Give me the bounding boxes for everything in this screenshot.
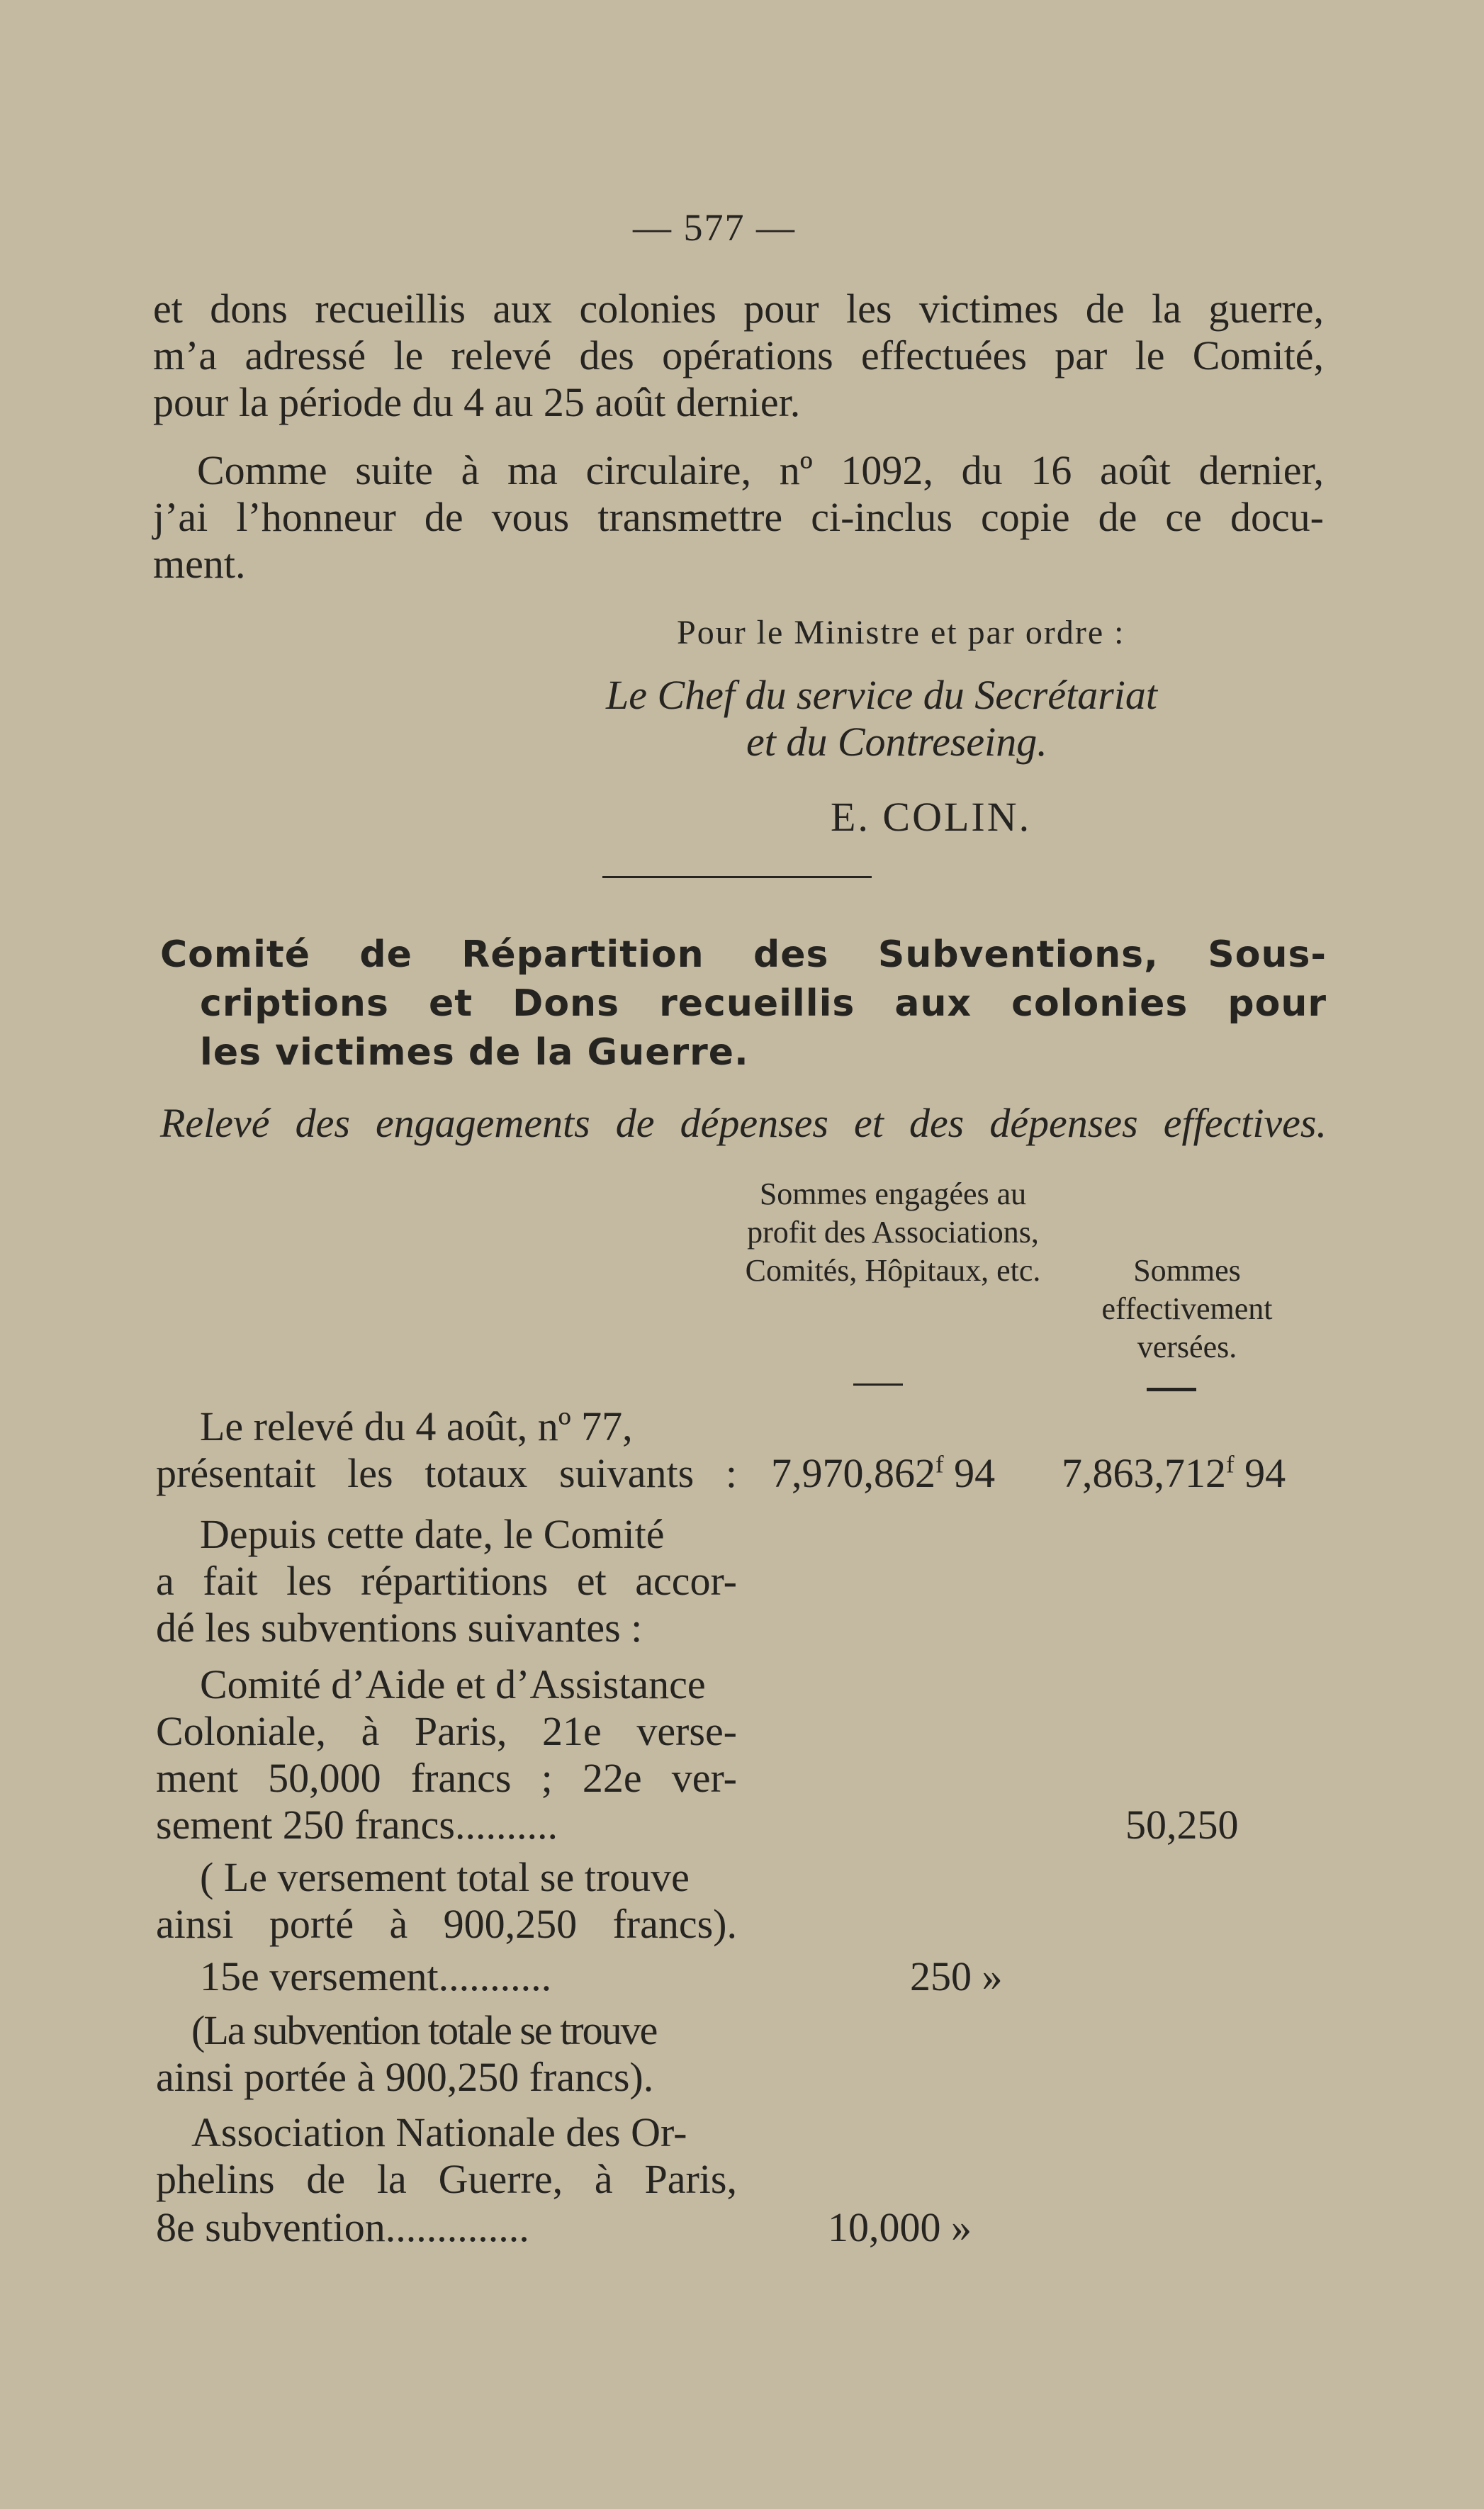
entry-2-line-2: a fait les répartitions et accor- [156, 1558, 737, 1604]
entry-1-line-2: présentait les totaux suivants : [156, 1450, 737, 1496]
signature-order: Pour le Ministre et par ordre : [677, 614, 1125, 651]
entry-5-line-2: ainsi portée à 900,250 francs). [156, 2054, 654, 2100]
entry-2-line-3: dé les subventions suivantes : [156, 1605, 643, 1651]
entry-1-engaged: 7,970,862$^f$ 94 [771, 1450, 996, 1496]
column-header-engaged: Sommes engagées au profit des Associations, Comités, Hôpitaux, etc. [745, 1177, 1041, 1288]
entry-4-line-1: ( Le versement total se trouve [200, 1854, 690, 1900]
entry-3-paid: 50,250 [1125, 1802, 1239, 1848]
entry-3-line-4: sement 250 francs.......... [156, 1802, 558, 1848]
entry-6-engaged: 10,000 » [828, 2204, 972, 2250]
entry-3-line-2: Coloniale, à Paris, 21e verse- [156, 1708, 737, 1754]
entry-3-line-3: ment 50,000 francs ; 22e ver- [156, 1755, 737, 1801]
entry-1-line-1: Le relevé du 4 août, nº 77, [200, 1403, 633, 1449]
column-header-paid: Sommes effectivement versées. [1101, 1253, 1273, 1364]
committee-title-line2: criptions et Dons recueillis aux colonies pour [200, 982, 1327, 1025]
entry-5-line-1: (La subvention totale se trouve [191, 2007, 657, 2053]
signature-name: E. COLIN. [831, 794, 1032, 840]
entry-6-line-1: Association Nationale des Or- [191, 2109, 687, 2155]
entry-2-line-1: Depuis cette date, le Comité [200, 1511, 665, 1557]
intro-line-5: j’ai l’honneur de vous transmettre ci-inclus copie de ce docu- [153, 494, 1324, 540]
entry-6-line-3: 8e subvention.............. [156, 2204, 529, 2250]
intro-line-1: et dons recueillis aux colonies pour les victimes de la guerre, [153, 286, 1324, 332]
intro-line-4: Comme suite à ma circulaire, nº 1092, du 16 août dernier, [197, 447, 1324, 493]
entry-6-line-2: phelins de la Guerre, à Paris, [156, 2156, 737, 2202]
entry-3-line-1: Comité d’Aide et d’Assistance [200, 1661, 706, 1707]
signature-role-line2: et du Contreseing. [746, 719, 1047, 765]
entry-4-line-3: 15e versement........... [200, 1953, 552, 1999]
page-number: — 577 — [633, 206, 796, 249]
signature-role-line1: Le Chef du service du Secrétariat [606, 672, 1157, 718]
column-rule-engaged [853, 1383, 903, 1386]
committee-title-line3: les victimes de la Guerre. [200, 1031, 749, 1074]
entry-1-paid: 7,863,712$^f$ 94 [1062, 1450, 1286, 1496]
intro-line-2: m’a adressé le relevé des opérations effectuées par le Comité, [153, 332, 1324, 378]
intro-line-6: ment. [153, 541, 246, 587]
entry-4-line-2: ainsi porté à 900,250 francs). [156, 1901, 737, 1947]
intro-line-3: pour la période du 4 au 25 août dernier. [153, 379, 801, 425]
subtitle: Relevé des engagements de dépenses et des dépenses effectives. [160, 1100, 1327, 1146]
separator-rule [602, 876, 872, 878]
entry-4-engaged: 250 » [910, 1953, 1003, 1999]
committee-title-line1: Comité de Répartition des Subventions, Sous- [160, 933, 1327, 976]
column-rule-paid [1147, 1388, 1196, 1391]
